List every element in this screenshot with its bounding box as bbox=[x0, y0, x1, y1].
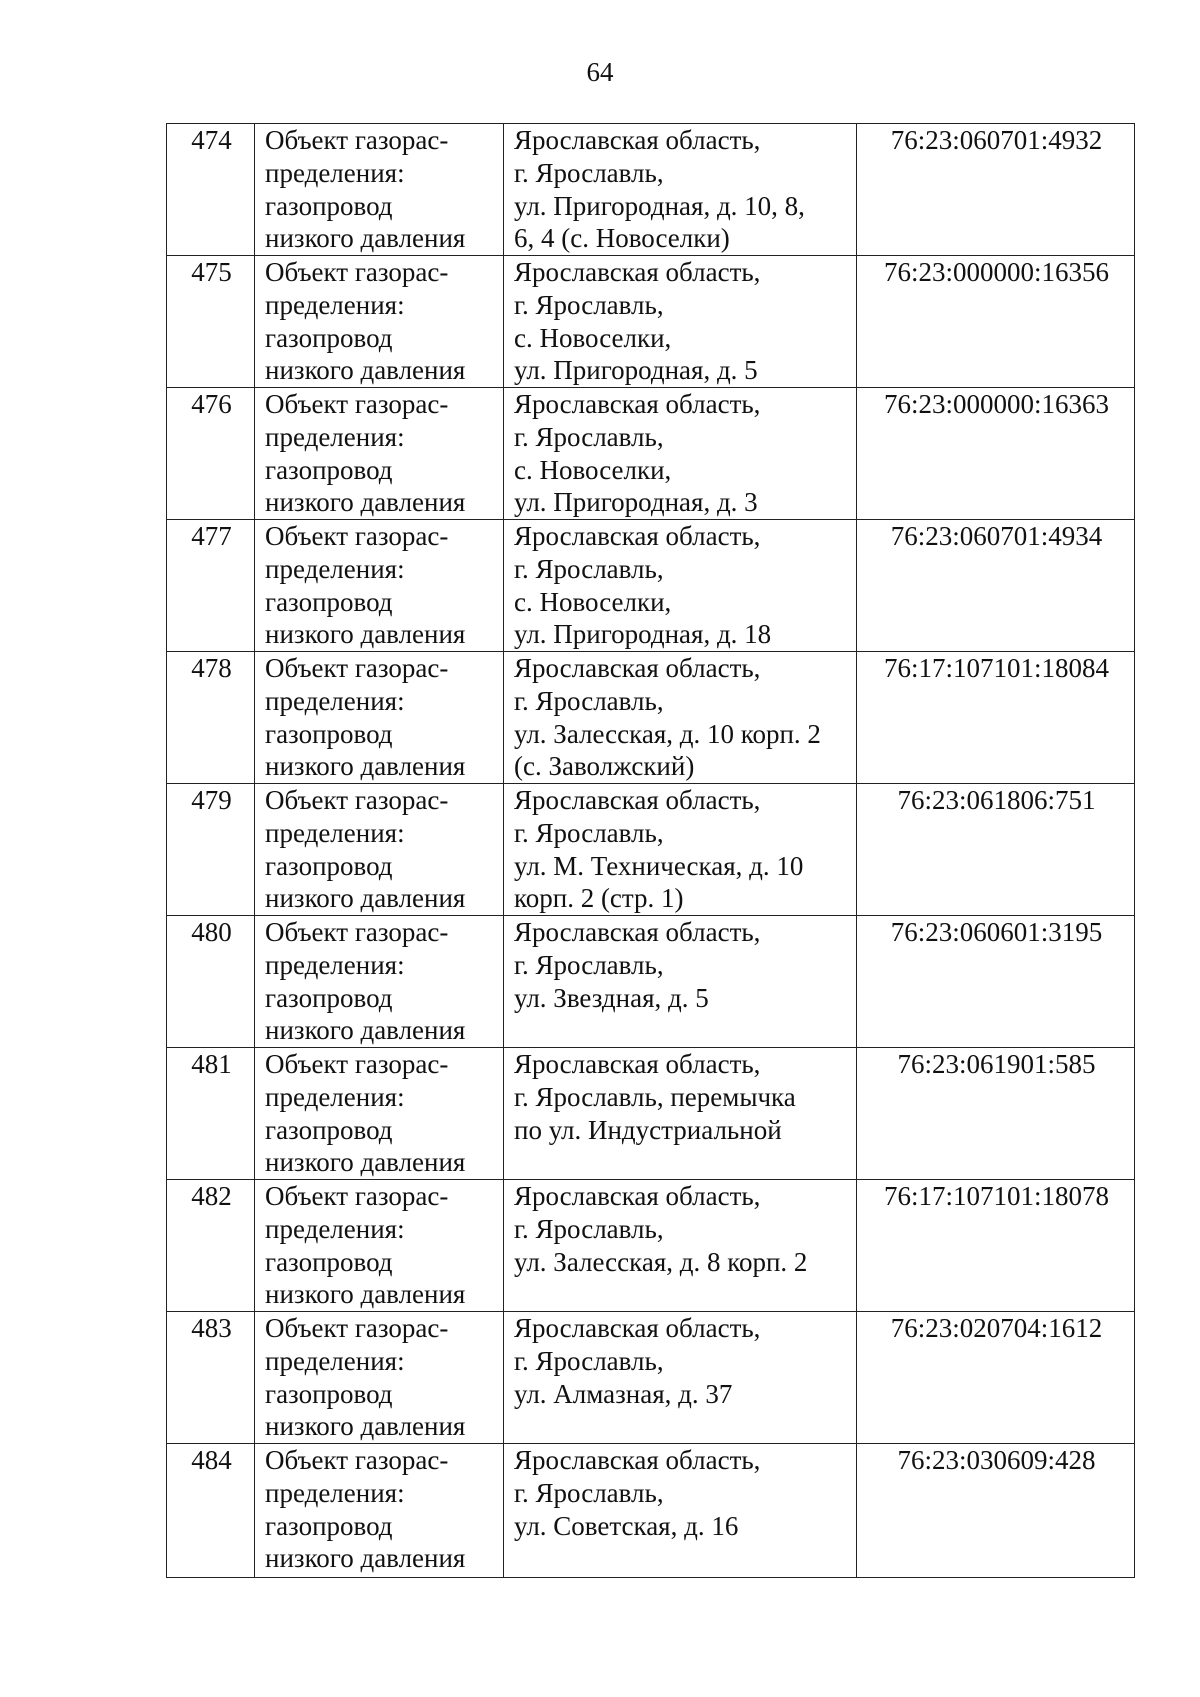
table-row bbox=[167, 916, 1135, 1048]
row-number: 474 bbox=[167, 124, 255, 256]
object-name: Объект газорас- пределения: газопровод низкого давления bbox=[255, 784, 504, 916]
row-number: 477 bbox=[167, 520, 255, 652]
cadastral-number: 76:17:107101:18084 bbox=[857, 652, 1135, 784]
registry-table-body bbox=[167, 124, 1135, 1578]
cadastral-number: 76:23:030609:428 bbox=[857, 1444, 1135, 1578]
row-number: 484 bbox=[167, 1444, 255, 1578]
cadastral-number: 76:23:061806:751 bbox=[857, 784, 1135, 916]
object-address: Ярославская область, г. Ярославль, с. Новоселки, ул. Пригородная, д. 5 bbox=[504, 256, 857, 388]
table-row bbox=[167, 1444, 1135, 1578]
table-row bbox=[167, 784, 1135, 916]
row-number: 483 bbox=[167, 1312, 255, 1444]
cadastral-number: 76:23:060601:3195 bbox=[857, 916, 1135, 1048]
object-name: Объект газорас- пределения: газопровод низкого давления bbox=[255, 256, 504, 388]
object-address: Ярославская область, г. Ярославль, ул. Советская, д. 16 bbox=[504, 1444, 857, 1578]
object-name: Объект газорас- пределения: газопровод низкого давления bbox=[255, 1444, 504, 1578]
table-row bbox=[167, 652, 1135, 784]
object-address: Ярославская область, г. Ярославль, с. Новоселки, ул. Пригородная, д. 3 bbox=[504, 388, 857, 520]
page-number: 64 bbox=[586, 57, 614, 87]
object-name: Объект газорас- пределения: газопровод низкого давления bbox=[255, 1180, 504, 1312]
row-number: 480 bbox=[167, 916, 255, 1048]
cadastral-number: 76:23:000000:16356 bbox=[857, 256, 1135, 388]
row-number: 482 bbox=[167, 1180, 255, 1312]
cadastral-number: 76:23:060701:4932 bbox=[857, 124, 1135, 256]
row-number: 476 bbox=[167, 388, 255, 520]
table-row bbox=[167, 388, 1135, 520]
cadastral-number: 76:23:020704:1612 bbox=[857, 1312, 1135, 1444]
object-name: Объект газорас- пределения: газопровод низкого давления bbox=[255, 124, 504, 256]
table-row bbox=[167, 124, 1135, 256]
object-address: Ярославская область, г. Ярославль, перемычка по ул. Индустриальной bbox=[504, 1048, 857, 1180]
object-name: Объект газорас- пределения: газопровод низкого давления bbox=[255, 388, 504, 520]
object-name: Объект газорас- пределения: газопровод низкого давления bbox=[255, 916, 504, 1048]
row-number: 479 bbox=[167, 784, 255, 916]
cadastral-number: 76:23:000000:16363 bbox=[857, 388, 1135, 520]
table-row bbox=[167, 520, 1135, 652]
row-number: 481 bbox=[167, 1048, 255, 1180]
object-address: Ярославская область, г. Ярославль, ул. Пригородная, д. 10, 8, 6, 4 (с. Новоселки) bbox=[504, 124, 857, 256]
object-address: Ярославская область, г. Ярославль, ул. Алмазная, д. 37 bbox=[504, 1312, 857, 1444]
object-name: Объект газорас- пределения: газопровод низкого давления bbox=[255, 1312, 504, 1444]
registry-table bbox=[166, 123, 1135, 1578]
object-address: Ярославская область, г. Ярославль, ул. Залесская, д. 10 корп. 2 (с. Заволжский) bbox=[504, 652, 857, 784]
object-address: Ярославская область, г. Ярославль, ул. Залесская, д. 8 корп. 2 bbox=[504, 1180, 857, 1312]
cadastral-number: 76:17:107101:18078 bbox=[857, 1180, 1135, 1312]
row-number: 475 bbox=[167, 256, 255, 388]
object-name: Объект газорас- пределения: газопровод низкого давления bbox=[255, 652, 504, 784]
object-name: Объект газорас- пределения: газопровод низкого давления bbox=[255, 1048, 504, 1180]
object-address: Ярославская область, г. Ярославль, с. Новоселки, ул. Пригородная, д. 18 bbox=[504, 520, 857, 652]
table-row bbox=[167, 1180, 1135, 1312]
table-row bbox=[167, 1048, 1135, 1180]
object-address: Ярославская область, г. Ярославль, ул. М. Техническая, д. 10 корп. 2 (стр. 1) bbox=[504, 784, 857, 916]
table-row bbox=[167, 1312, 1135, 1444]
table-row bbox=[167, 256, 1135, 388]
cadastral-number: 76:23:061901:585 bbox=[857, 1048, 1135, 1180]
object-address: Ярославская область, г. Ярославль, ул. Звездная, д. 5 bbox=[504, 916, 857, 1048]
cadastral-number: 76:23:060701:4934 bbox=[857, 520, 1135, 652]
object-name: Объект газорас- пределения: газопровод низкого давления bbox=[255, 520, 504, 652]
row-number: 478 bbox=[167, 652, 255, 784]
